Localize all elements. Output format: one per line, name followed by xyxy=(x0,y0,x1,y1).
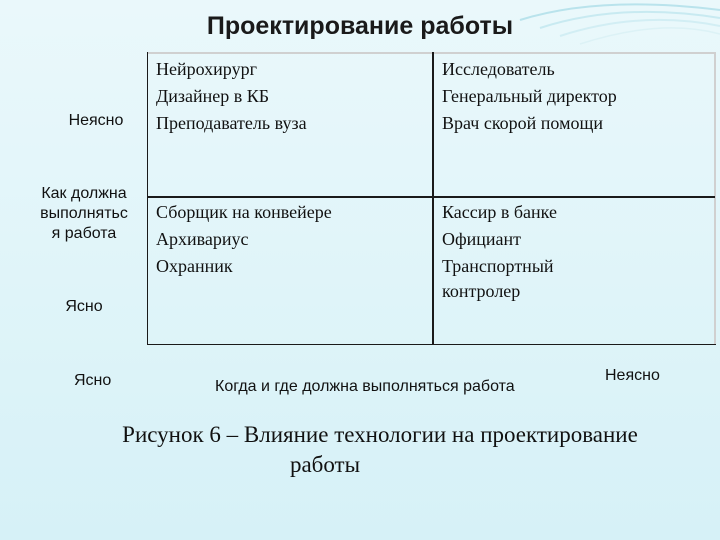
figure-caption xyxy=(60,420,700,480)
diagram-title: Проектирование работы xyxy=(206,12,514,40)
quadrant-bottom-right xyxy=(442,199,557,305)
grid-vertical-divider xyxy=(432,52,434,344)
quadrant-item: Преподаватель вуза xyxy=(156,113,307,133)
quadrant-item: Охранник xyxy=(156,256,233,276)
quadrant-bottom-left xyxy=(156,199,332,280)
y-axis-top-label: Неясно xyxy=(68,112,124,129)
quadrant-item: Архивариус xyxy=(156,229,249,249)
quadrant-item: Дизайнер в КБ xyxy=(156,86,270,106)
x-axis-right-label: Неясно xyxy=(605,367,660,384)
y-axis-title xyxy=(28,184,140,244)
quadrant-item: Официант xyxy=(442,229,522,249)
quadrant-item: Кассир в банке xyxy=(442,202,557,222)
x-axis-title: Когда и где должна выполняться работа xyxy=(215,378,515,395)
quadrant-top-left xyxy=(156,56,307,137)
x-axis-left-label: Ясно xyxy=(74,372,112,389)
quadrant-item: Нейрохирург xyxy=(156,59,257,79)
quadrant-item: Генеральный директор xyxy=(442,86,617,106)
y-axis-bottom-label: Ясно xyxy=(65,298,103,315)
quadrant-top-right xyxy=(442,56,617,137)
quadrant-item: Врач скорой помощи xyxy=(442,113,603,133)
grid-horizontal-divider xyxy=(147,196,715,198)
quadrant-item: Исследователь xyxy=(442,59,555,79)
quadrant-item: контролер xyxy=(442,281,521,301)
quadrant-item: Сборщик на конвейере xyxy=(156,202,332,222)
quadrant-item: Транспортный xyxy=(442,256,554,276)
y-axis-title-line-3: я работа xyxy=(51,225,117,242)
y-axis-title-line-2: выполнятьс xyxy=(40,205,128,222)
caption-line-2: работы xyxy=(289,452,361,477)
y-axis-title-line-1: Как должна xyxy=(41,185,127,202)
caption-line-1: Рисунок 6 – Влияние технологии на проектирование xyxy=(122,422,638,447)
